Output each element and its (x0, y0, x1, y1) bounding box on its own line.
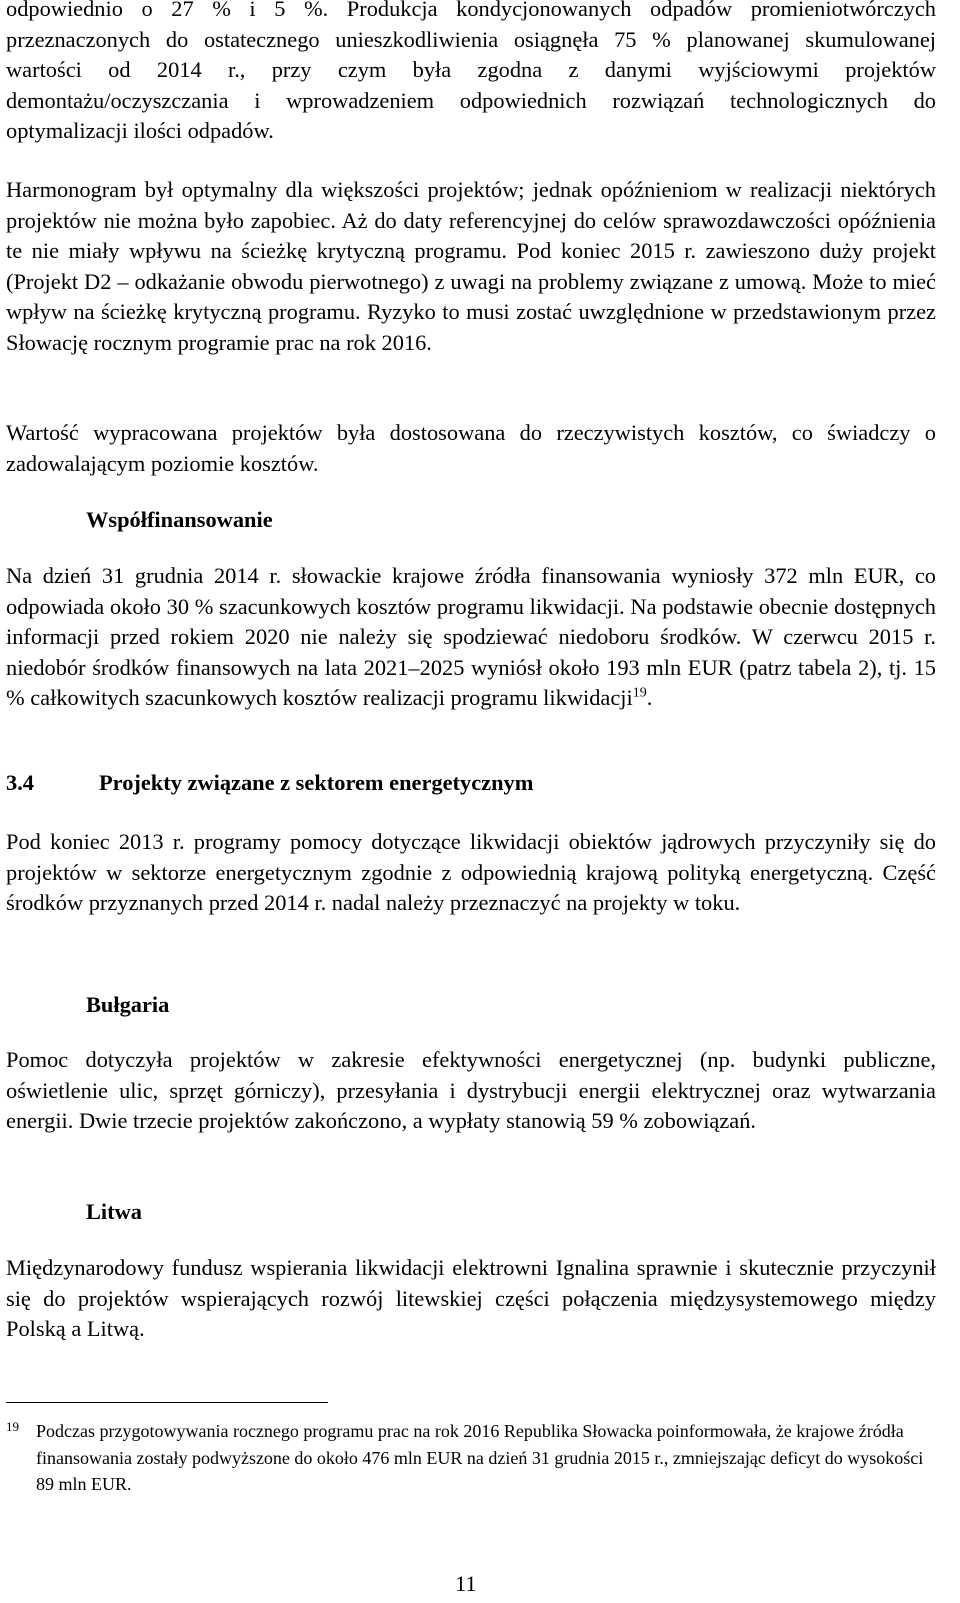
paragraph-energy-projects: Pod koniec 2013 r. programy pomocy dotyczące likwidacji obiektów jądrowych przyczyniły się do projektów w sektorze energetycznym zgodnie z odpowiednią krajową polityką energetyczną. Część środków przyznanych przed 2014 r. nadal należy przeznaczyć na projekty w toku. (6, 829, 936, 916)
section-title: Projekty związane z sektorem energetycznym (99, 770, 534, 795)
national-funding-text: Na dzień 31 grudnia 2014 r. słowackie krajowe źródła finansowania wyniosły 372 mln EUR, co odpowiada około 30 % szacunkowych kosztów programu likwidacji. Na podstawie obecnie dostępnych informacji przed rokiem 2020 nie należy się spodziewać niedoboru środków. W czerwcu 2015 r. niedobór środków finansowych na lata 2021–2025 wyniósł około 193 mln EUR (patrz tabela 2), tj. 15 % całkowitych szacunkowych kosztów realizacji programu likwidacji (6, 563, 936, 711)
paragraph-schedule: Harmonogram był optymalny dla większości projektów; jednak opóźnieniom w realizacji niektórych projektów nie można było zapobiec. Aż do daty referencyjnej do celów sprawozdawczości opóźnienia te nie miały wpływu na ścieżkę krytyczną programu. Pod koniec 2015 r. zawieszono duży projekt (Projekt D2 – odkażanie obwodu pierwotnego) z uwagi na problemy związane z umową. Może to mieć wpływ na ścieżkę krytyczną programu. Ryzyko to musi zostać uwzględnione w przedstawionym przez Słowację rocznym programie prac na rok 2016. (6, 177, 936, 355)
footnote-mark: 19 (6, 1419, 19, 1434)
paragraph-earned-value: Wartość wypracowana projektów była dostosowana do rzeczywistych kosztów, co świadczy o zadowalającym poziomie kosztów. (6, 420, 936, 476)
footnote-separator (6, 1402, 328, 1403)
footnote-text: Podczas przygotowywania rocznego programu prac na rok 2016 Republika Słowacka poinformowała, że krajowe źródła finansowania zostały podwyższone do około 476 mln EUR na dzień 31 grudnia 2015 r., zmniejszając deficyt do wysokości 89 mln EUR. (36, 1421, 924, 1495)
section-number: 3.4 (6, 770, 34, 795)
footnote (6, 1418, 936, 1498)
section-heading-3-4 (6, 768, 936, 798)
heading-co-financing: Współfinansowanie (86, 507, 273, 532)
paragraph-bulgaria-aid: Pomoc dotyczyła projektów w zakresie efektywności energetycznej (np. budynki publiczne, oświetlenie ulic, sprzęt górniczy), przesyłania i dystrybucji energii elektrycznej oraz wytwarzania energii. Dwie trzecie projektów zakończono, a wypłaty stanowią 59 % zobowiązań. (6, 1047, 936, 1134)
paragraph-national-funding (6, 561, 936, 714)
heading-lithuania: Litwa (86, 1199, 142, 1224)
heading-bulgaria: Bułgaria (86, 992, 170, 1017)
footnote-reference[interactable]: 19 (632, 685, 647, 701)
sentence-end: . (646, 685, 653, 711)
paragraph-waste-production: odpowiednio o 27 % i 5 %. Produkcja kondycjonowanych odpadów promieniotwórczych przeznaczonych do ostatecznego unieszkodliwienia osiągnęła 75 % planowanej skumulowanej wartości od 2014 r., przy czym była zgodna z danymi wyjściowymi projektów demontażu/oczyszczania i wprowadzeniem odpowiednich rozwiązań technologicznych do optymalizacji ilości odpadów. (6, 0, 936, 144)
paragraph-ignalina-fund: Międzynarodowy fundusz wspierania likwidacji elektrowni Ignalina sprawnie i skutecznie przyczynił się do projektów wspierających rozwój litewskiej części połączenia międzysystemowego między Polską a Litwą. (6, 1255, 936, 1342)
page-number: 11 (455, 1571, 477, 1596)
